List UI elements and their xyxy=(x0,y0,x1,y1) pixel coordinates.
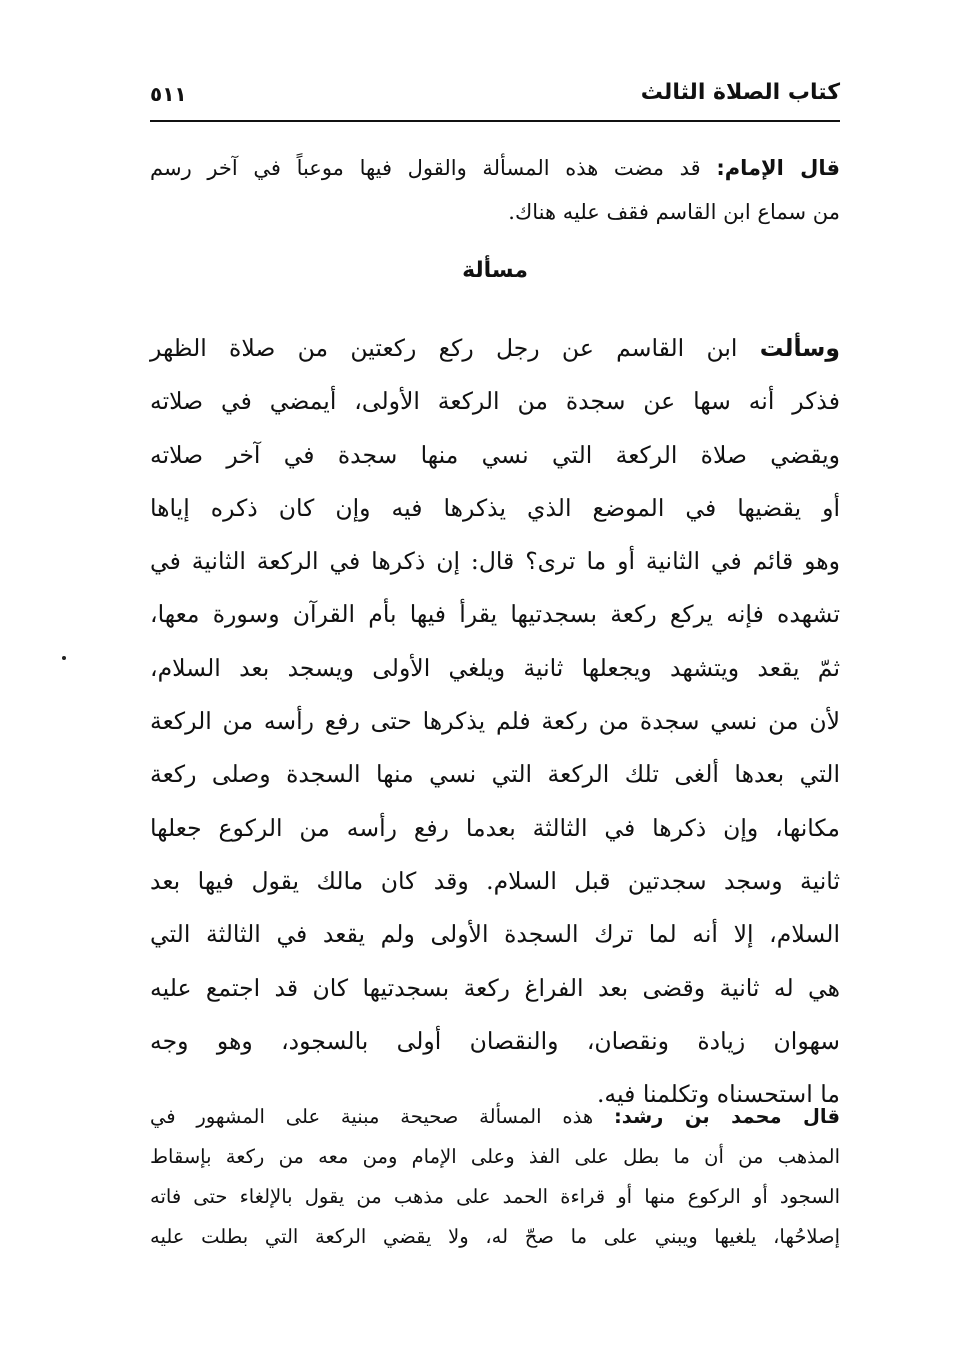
main-text: ابن القاسم عن رجل ركع ركعتين من صلاة الظهر xyxy=(150,334,738,362)
main-paragraph xyxy=(150,322,840,1121)
main-line: التي بعدها ألغى تلك الركعة التي نسي منها السجدة وصلى ركعة xyxy=(150,760,840,789)
main-line: أو يقضيها في الموضع الذي يذكرها فيه وإن كان ذكره إياها xyxy=(150,493,840,522)
main-line: لأن من نسي سجدة من ركعة فلم يذكرها حتى رفع رأسه من الركعة xyxy=(150,707,840,736)
main-line: سهوان زيادة ونقصان، والنقصان أولى بالسجود، وهو وجه xyxy=(150,1026,840,1055)
main-lead-word: وسألت xyxy=(759,334,840,362)
intro-text: قد مضت هذه المسألة والقول فيها موعباً في آخر رسم xyxy=(150,156,701,180)
main-line: فذكر أنه سها عن سجدة من الركعة الأولى، أيمضي في صلاته xyxy=(150,387,840,416)
main-line: مكانها، وإن ذكرها في الثالثة بعدما رفع رأسه من الركوع جعلها xyxy=(150,813,840,842)
running-header xyxy=(150,78,840,122)
main-line xyxy=(150,322,840,375)
commentary-line xyxy=(150,1097,840,1137)
main-line: ما استحسناه وتكلمنا فيه. xyxy=(596,1080,840,1109)
commentary-line: إصلاحُها، يلغيها ويبني على ما صحّ له، ولا يقضي الركعة التي بطلت عليه xyxy=(150,1225,840,1248)
intro-line: من سماع ابن القاسم فقف عليه هناك. xyxy=(508,200,840,224)
book-title: كتاب الصلاة الثالث xyxy=(640,80,840,105)
intro-paragraph xyxy=(150,146,840,234)
main-line: هي له ثانية وقضى بعد الفراغ ركعة بسجدتيها كان قد اجتمع عليه xyxy=(150,973,840,1002)
scan-speck xyxy=(62,656,66,660)
page-number: ٥١١ xyxy=(150,82,187,106)
main-line: ثانية وسجد سجدتين قبل السلام. وقد كان مالك يقول فيها بعد xyxy=(150,866,840,895)
main-line: تشهده فإنه يركع ركعة بسجدتيها يقرأ فيها بأم القرآن وسورة معها، xyxy=(150,600,840,629)
main-line: وهو قائم في الثانية أو ما ترى؟ قال: إن ذكرها في الركعة الثانية في xyxy=(150,547,840,576)
commentary-line: السجود أو الركوع منها أو قراءة الحمد على مذهب من يقول بالإلغاء حتى فاته xyxy=(150,1185,840,1208)
commentary-paragraph xyxy=(150,1097,840,1257)
section-heading: مسألة xyxy=(462,258,528,283)
main-line: السلام، إلا أنه لما ترك السجدة الأولى ولم يقعد في الثالثة التي xyxy=(150,920,840,949)
commentary-line: المذهب من أن ما بطل على الفذ وعلى الإمام ومن معه من ركعة بإسقاط xyxy=(150,1145,840,1168)
commentary-speaker: قال محمد بن رشد: xyxy=(613,1105,840,1128)
main-line: ثمّ يقعد ويتشهد ويجعلها ثانية ويلغي الأولى ويسجد بعد السلام، xyxy=(150,653,840,682)
intro-line xyxy=(150,146,840,190)
intro-speaker: قال الإمام: xyxy=(716,156,840,180)
commentary-text: هذه المسألة صحيحة مبنية على المشهور في xyxy=(150,1105,594,1128)
main-line: ويقضي صلاة الركعة التي نسي منها سجدة في آخر صلاته xyxy=(150,440,840,469)
